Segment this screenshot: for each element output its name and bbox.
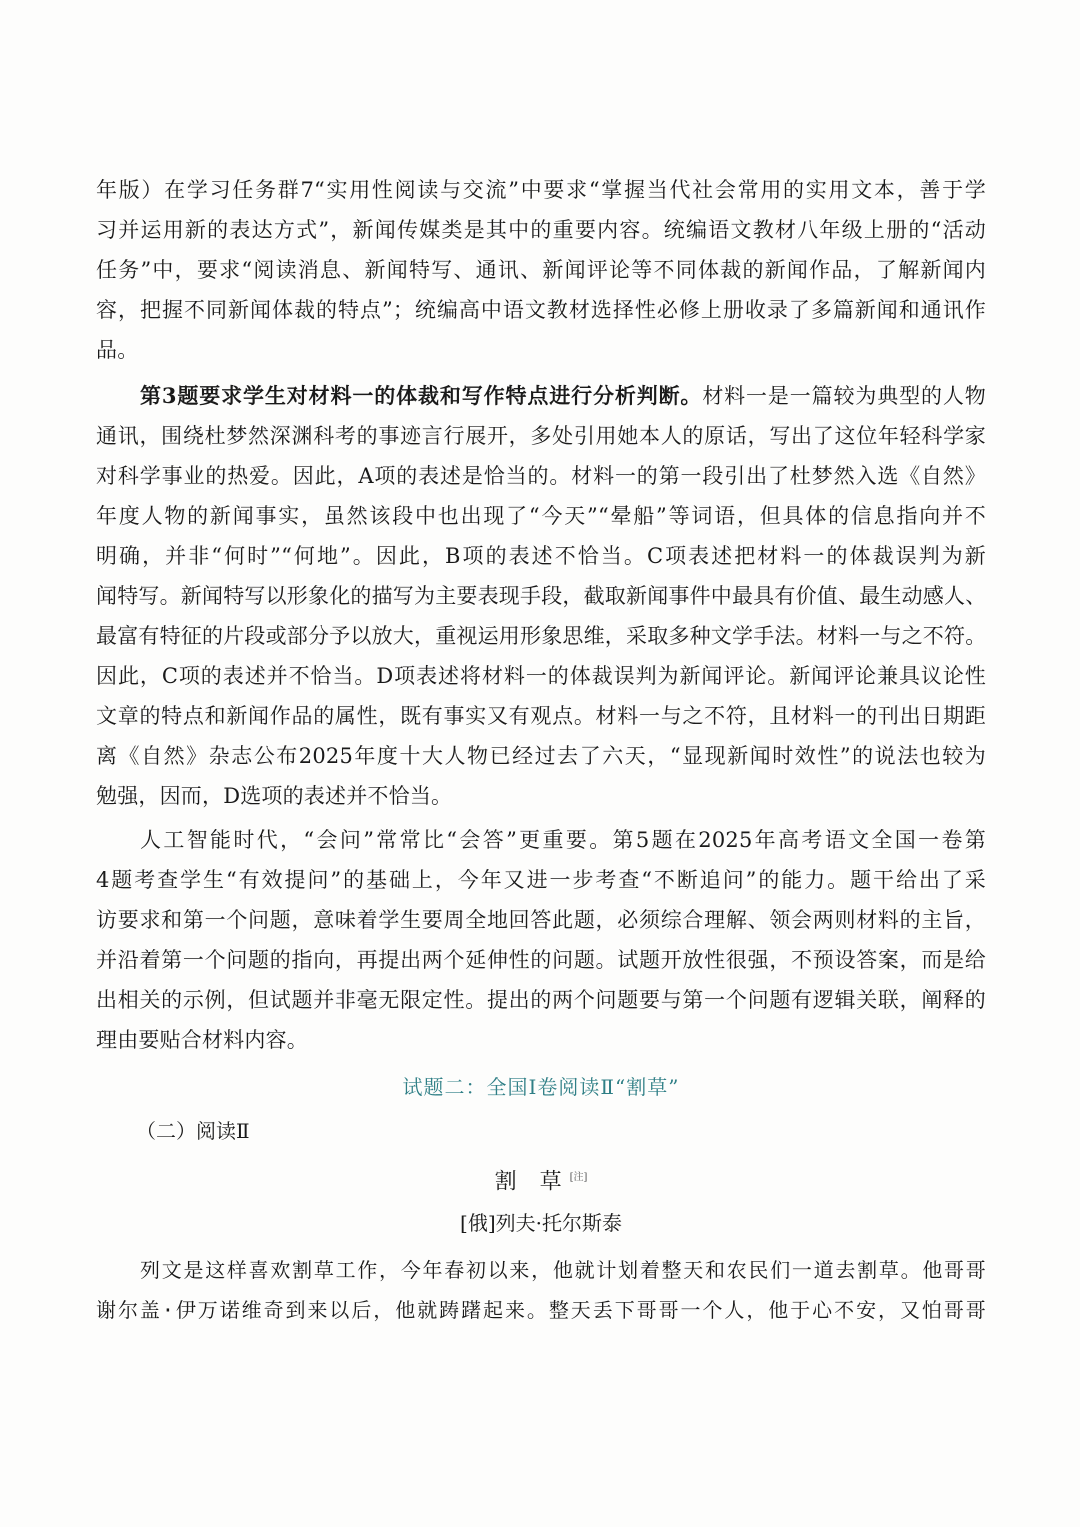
section-title: 试题二：全国Ⅰ卷阅读Ⅱ“割草” xyxy=(402,1075,680,1099)
text-line: 人工智能时代，“会问”常常比“会答”更重要。第5题在2025年高考语文全国一卷第 xyxy=(140,828,986,852)
text-line: 并沿着第一个问题的指向，再提出两个延伸性的问题。试题开放性很强，不预设答案，而是给 xyxy=(96,948,986,972)
text-line: 4题考查学生“有效提问”的基础上，今年又进一步考查“不断追问”的能力。题干给出了采 xyxy=(96,868,986,892)
text-line xyxy=(96,376,986,416)
text-line: 勉强，因而，D选项的表述并不恰当。 xyxy=(96,784,453,808)
text-line: 容，把握不同新闻体裁的特点”；统编高中语文教材选择性必修上册收录了多篇新闻和通讯作 xyxy=(96,298,986,322)
subsection-heading: （二）阅读Ⅱ xyxy=(136,1119,250,1143)
footnote-marker: [注] xyxy=(569,1172,588,1183)
text-line: 通讯，围绕杜梦然深渊科考的事迹言行展开，多处引用她本人的原话，写出了这位年轻科学家 xyxy=(96,424,986,448)
text-line: 理由要贴合材料内容。 xyxy=(96,1028,308,1052)
text-line: 对科学事业的热爱。因此，A项的表述是恰当的。材料一的第一段引出了杜梦然入选《自然》 xyxy=(96,464,986,488)
text-line: 年版）在学习任务群7“实用性阅读与交流”中要求“掌握当代社会常用的实用文本，善于学 xyxy=(96,178,986,202)
page-content xyxy=(96,170,986,1330)
text-line: 列文是这样喜欢割草工作，今年春初以来，他就计划着整天和农民们一道去割草。他哥哥 xyxy=(140,1258,986,1283)
story-title xyxy=(96,1160,986,1200)
author-line: [俄]列夫·托尔斯泰 xyxy=(460,1211,622,1236)
text-line: 品。 xyxy=(96,338,139,362)
text-line: 访要求和第一个问题，意味着学生要周全地回答此题，必须综合理解、领会两则材料的主旨， xyxy=(96,908,986,932)
paragraph-2 xyxy=(96,376,986,816)
text-line: 年度人物的新闻事实，虽然该段中也出现了“今天”“晕船”等词语，但具体的信息指向并不 xyxy=(96,504,986,528)
text-line: 因此，C项的表述并不恰当。D项表述将材料一的体裁误判为新闻评论。新闻评论兼具议论性 xyxy=(96,664,986,688)
paragraph-3 xyxy=(96,820,986,1060)
lead-sentence-continuation: 材料一是一篇较为典型的人物 xyxy=(702,384,986,408)
story-excerpt xyxy=(96,1250,986,1330)
text-line: 最富有特征的片段或部分予以放大，重视运用形象思维，采取多种文学手法。材料一与之不符。 xyxy=(96,624,986,648)
text-line: 习并运用新的表达方式”，新闻传媒类是其中的重要内容。统编语文教材八年级上册的“活动 xyxy=(96,218,986,242)
text-line: 任务”中，要求“阅读消息、新闻特写、通讯、新闻评论等不同体裁的新闻作品，了解新闻内 xyxy=(96,258,986,282)
paragraph-1 xyxy=(96,170,986,370)
text-line: 出相关的示例，但试题并非毫无限定性。提出的两个问题要与第一个问题有逻辑关联，阐释的 xyxy=(96,988,986,1012)
text-line: 谢尔盖·伊万诺维奇到来以后，他就踌躇起来。整天丢下哥哥一个人，他于心不安，又怕哥哥 xyxy=(96,1298,986,1323)
bold-lead-sentence: 第3题要求学生对材料一的体裁和写作特点进行分析判断。 xyxy=(140,383,703,408)
text-line: 文章的特点和新闻作品的属性，既有事实又有观点。材料一与之不符，且材料一的刊出日期距 xyxy=(96,704,986,728)
story-title-text: 割 草 xyxy=(494,1169,570,1195)
text-line: 闻特写。新闻特写以形象化的描写为主要表现手段，截取新闻事件中最具有价值、最生动感人、 xyxy=(96,584,986,608)
text-line: 离《自然》杂志公布2025年度十大人物已经过去了六天，“显现新闻时效性”的说法也较为 xyxy=(96,744,986,768)
text-line: 明确，并非“何时”“何地”。因此，B项的表述不恰当。C项表述把材料一的体裁误判为新 xyxy=(96,544,986,568)
